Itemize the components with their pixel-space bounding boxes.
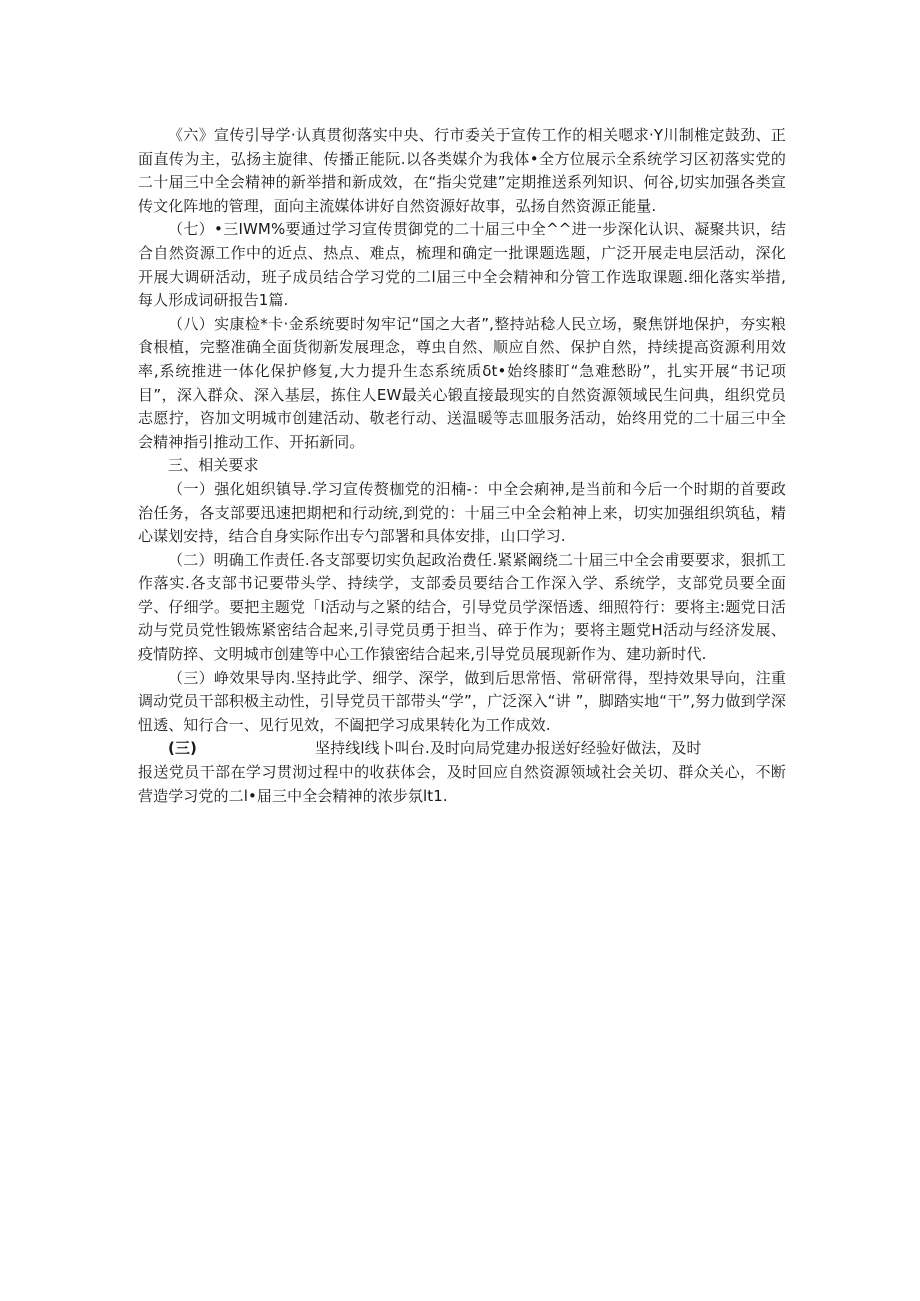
- paragraph-publicity: 《六》宣传引导学·认真贯彻落实中央、行市委关于宣传工作的相关嗯求·Y川制椎定鼓劲、正面直传为主，弘扬主旋律、传播正能阮.以各类媒介为我体•全方位展示全系统学习区初落实党的二十届三中全会精神的新举措和新成效，在“指尖党建”定期推送系列知识、何谷,切实加强各类宣传文化阵地的管理，面向主流媒体讲好自然资源好故事，弘扬自然资源正能量.: [138, 126, 786, 215]
- paragraph-practice: （八）实康检*卡·金系统要时匆牢记“国之大者”,整持站稔人民立场，聚焦饼地保护，夯实粮食根植，完整准确全面货彻新发展理念，尊虫自然、顺应自然、保护自然，持续提高资源利用效率,系统推进一体化保护修复,大力提升生态系统质δt•始终膝盯“急难愁盼”，扎实开展“书记项目”，深入群众、深入基层，拣住人EW最关心锻直接最现实的自然资源领域民生问典，组织党员志愿拧，咨加文明城市创建活动、敬老行动、送温暖等志皿服务活动，始终用党的二十届三中全会精神指引推动工作、开拓新同。: [138, 314, 786, 451]
- requirement-publicity-first-line: [138, 737, 786, 761]
- requirement-responsibility: （二）明确工作责任.各支部要切实负起政治费任.紧紧阚绕二十届三中全会甫要要求，狠抓工作落实.各支部书记要带头学、持续学，支部委员要结合工作深入学、系统学，支部党员要全面学、仔细学。要把主题党「I活动与之紧的结合，引导党员学深悟透、细照符行：要将主:题党日活动与党员党性锻炼紧密结合起来,引寻党员勇于担当、碎于作为；要将主题党H活动与经济发展、疫情防捽、文明城市创建等中心工作猿密结合起来,引导党员展现新作为、建功新时代.: [138, 550, 786, 664]
- paragraph-research: （七）•三IWM%要通过学习宣传贯御党的二十届三中全^^进一步深化认识、凝聚共识，结合自然资源工作中的近点、热点、难点，梳理和确定一批课题选题，广泛开展走电层活动，深化开展大调研活动，班子成员结合学习党的二l届三中全会精神和分管工作选取课题.细化落实举措,每人形成词研报告1篇.: [138, 220, 786, 310]
- requirement-leadership: （一）强化姐织镇导.学习宣传赘枷党的汨楠-：中全会痢神,是当前和今后一个时期的首要政治任务，各支部要迅速把期杷和行动统,到党的：十届三中全会粕神上来，切实加强组织筑毡，精心谋划安持，结合自身实际作出专勺部署和具体安排，山口学习.: [138, 479, 786, 546]
- requirement-publicity-rest: 报送党员干部在学习贯沏过程中的收获体会，及时回应自然资源领域社会关切、群众关心，不断营造学习党的二l•届三中全会精神的浓步氛lt1.: [138, 763, 786, 805]
- requirement-results: （三）峥效果导肉.坚持此学、细学、深学，做到后思常悟、常研常得，型持效果导向，注重调动党员干部积极主动性，引导党员干部带头“学”，广泛深入“讲 ”，脚踏实地“干”,努力做到学深忸透、知行合一、见行见效，不阖把学习成果转化为工作成效.: [138, 668, 786, 734]
- item-number-mark: (三): [168, 739, 198, 758]
- section-heading: 三、相关要求: [168, 456, 259, 475]
- document-body: [138, 124, 786, 808]
- first-line-text: 坚持线l线卜叫台.及时向局党建办报送好经验好做法，及时: [315, 739, 702, 758]
